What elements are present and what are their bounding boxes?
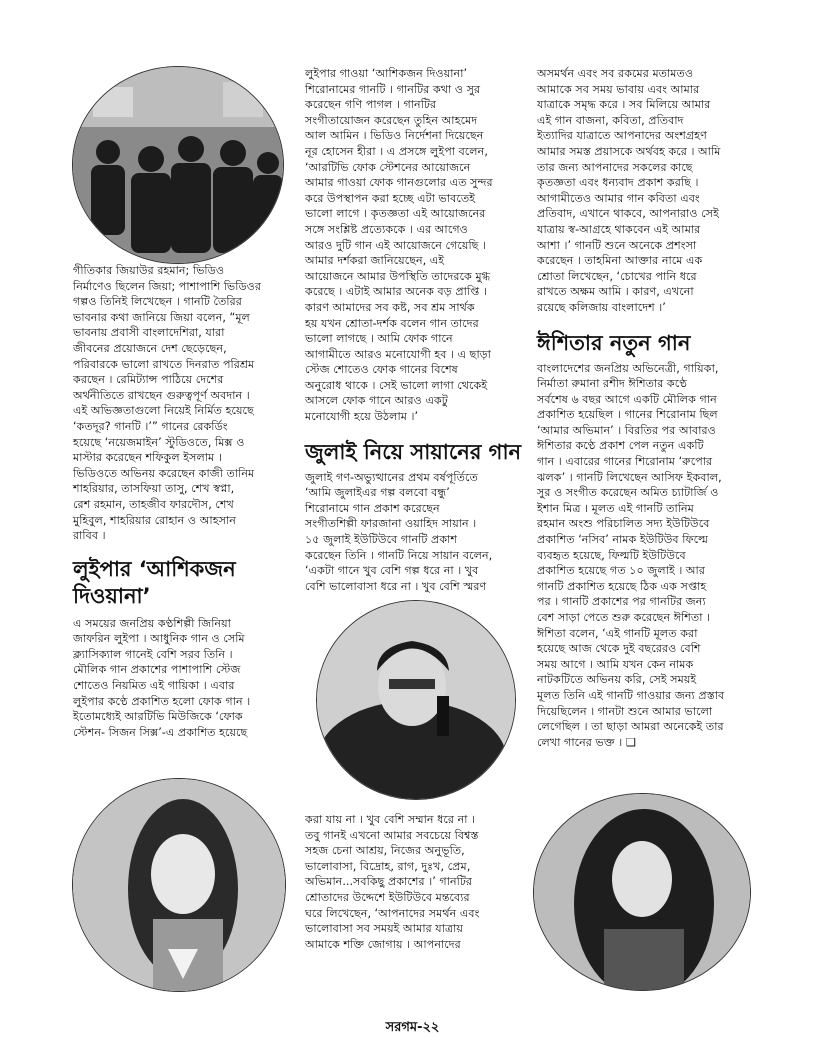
- column-2-bottom: [305, 812, 527, 952]
- section-heading: ঈশিতার নতুন গান: [537, 330, 691, 355]
- end-mark: ❑: [625, 735, 636, 749]
- ishita-photo: [533, 793, 751, 991]
- article-paragraph: করা যায় না । খুব বেশি সম্মান ধরে না । তবু গানই এখনো আমার সবচেয়ে বিশ্বস্ত সহজ চেনা আশ্রয়, নিজের অনুভূতি, ভালোবাসা, বিদ্রোহ, রাগ, দুঃখ, প্রেম, অভিমান...সবকিছু প্রকাশের ।’ গানটির শ্রোতাদের উদ্দেশে ইউটিউবে মন্তব্যের ঘরে লিখেছেন, ‘আপনাদের সমর্থন এবং ভালোবাসা সব সময়ই আমার যাত্রায় আমাকে শক্তি জোগায় । আপনাদের: [305, 813, 480, 951]
- section-heading: লুইপার ‘আশিকজন দিওয়ানা’: [73, 556, 236, 608]
- column-2: [305, 66, 527, 594]
- column-1: [73, 263, 297, 740]
- article-paragraph: জুলাই গণ-অভ্যুত্থানের প্রথম বর্ষপূর্তিতে ‘আমি জুলাইএর গল্প বলবো বন্ধু’ শিরোনামে গান প্রকাশ করেছেন সংগীতশিল্পী ফারজানা ওয়াহিদ সায়ান । ১৫ জুলাই ইউটিউবে গানটি প্রকাশ করেছেন তিনি । গানটি নিয়ে সায়ান বলেন, ‘একটা গানে খুব বেশি গল্প ধরে না । খুব বেশি ভালোবাসা ধরে না । খুব বেশি স্মরণ: [305, 470, 493, 593]
- article-paragraph: [537, 361, 759, 751]
- article-paragraph: গীতিকার জিয়াউর রহমান; ভিডিও নির্মাণেও ছিলেন জিয়া; পাশাপাশি ভিডিওর গল্পও তিনিই লিখেছেন । গানটি তৈরির ভাবনার কথা জানিয়ে জিয়া বলেন, “মূল ভাবনায় প্রবাসী বাংলাদেশিরা, যারা জীবনের প্রয়োজনে দেশ ছেড়েছেন, পরিবারকে ভালো রাখতে দিনরাত পরিশ্রম করছেন । রেমিট্যান্স পাঠিয়ে দেশের অর্থনীতিতে রাখছেন গুরুত্বপূর্ণ অবদান । এই অভিজ্ঞতাগুলো নিয়েই নির্মিত হয়েছে ‘কতদূর? গানটি ।’” গানের রেকর্ডিং হয়েছে ‘নয়েজমাইন’ স্টুডিওতে, মিক্স ও মাস্টার করেছেন শফিকুল ইসলাম । ভিডিওতে অভিনয় করেছেন কাজী তানিম শাহরিয়ার, তাসফিয়া তাসু, শেখ স্বপ্না, রেশ রহমান, তাহজীব ফারদৌস, শেখ মুহিবুল, শাহরিয়ার রোহান ও আহসান রাবিব ।: [73, 264, 262, 543]
- luipa-photo: [72, 778, 286, 992]
- sayan-photo: [316, 600, 516, 800]
- paragraph-text: বাংলাদেশের জনপ্রিয় অভিনেত্রী, গায়িকা, নির্মাতা রুমানা রশীদ ঈশিতার কণ্ঠে সর্বশেষ ৬ বছর আগে একটি মৌলিক গান প্রকাশিত হয়েছিল । গানের শিরোনাম ছিল ‘আমার অভিমান’ । বিরতির পর আবারও ঈশিতার কণ্ঠে প্রকাশ পেল নতুন একটি গান । এবারের গানের শিরোনাম ‘রুপোর ঝলক’ । গানটি লিখেছেন আসিফ ইকবাল, সুর ও সংগীত করেছেন অমিত চ্যাটার্জি ও ইশান মিত্র । মূলত এই গানটি তানিম রহমান অংশু পরিচালিত সদ্য ইউটিউবে প্রকাশিত ‘নসিব’ নামক ইউটিউব ফিল্মে ব্যবহৃত হয়েছে, ফিল্মটি ইউটিউবে প্রকাশিত হয়েছে গত ১০ জুলাই । আর গানটি প্রকাশিত হয়েছে ঠিক এক সপ্তাহ পর । গানটি প্রকাশের পর গানটির জন্য বেশ সাড়া পেতে শুরু করেছেন ঈশিতা । ঈশিতা বলেন, ‘এই গানটি মূলত করা হয়েছে আজ থেকে দুই বছরেরও বেশি সময় আগে । আমি যখন কেন নামক নাটকটিতে অভিনয় করি, সেই সময়ই মূলত তিনি এই গানটি গাওয়ার জন্য প্রস্তাব দিয়েছিলেন । গানটা শুনে আমার ভালো লেগেছিল । তা ছাড়া আমরা অনেকেই তার লেখা গানের ভক্ত ।: [537, 361, 725, 749]
- section-heading: জুলাই নিয়ে সায়ানের গান: [305, 439, 522, 464]
- article-paragraph: অসমর্থন এবং সব রকমের মতামতও আমাকে সব সময় ভাবায় এবং আমার যাত্রাকে সমৃদ্ধ করে । সব মিলিয়ে আমার এই গান বাজনা, কবিতা, প্রতিবাদ ইত্যাদির যাত্রাতে আপনাদের অংশগ্রহণ আমার সমস্ত প্রয়াসকে অর্থবহ করে । আমি তার জন্য আপনাদের সকলের কাছে কৃতজ্ঞতা এবং ধন্যবাদ প্রকাশ করছি । আগামীতেও আমার গান কবিতা এবং প্রতিবাদ, এখানে থাকবে, আপনারাও সেই যাত্রায় স্ব-আগ্রহে থাকবেন এই আমার আশা ।’ গানটি শুনে অনেকে প্রশংসা করেছেন । তাহমিনা আক্তার নামে এক শ্রোতা লিখেছেন, ‘চোখের পানি ধরে রাখতে অক্ষম আমি । কারণ, এখনো রয়েছে কলিজায় বাংলাদেশ ।’: [537, 67, 721, 314]
- page-number: সরগম-২২: [385, 1020, 440, 1035]
- column-3: [537, 66, 759, 750]
- article-paragraph: এ সময়ের জনপ্রিয় কণ্ঠশিল্পী জিনিয়া জাফরিন লুইপা । আধুনিক গান ও সেমি ক্ল্যাসিক্যাল গানেই বেশি সরব তিনি । মৌলিক গান প্রকাশের পাশাপাশি স্টেজ শোতেও নিয়মিত এই গায়িকা । এবার লুইপার কণ্ঠে প্রকাশিত হলো ফোক গান । ইতোমধ্যেই আরটিভি মিউজিকে ‘ফোক স্টেশন- সিজন সিক্স’-এ প্রকাশিত হয়েছে: [73, 616, 251, 739]
- article-paragraph: লুইপার গাওয়া ‘আশিকজন দিওয়ানা’ শিরোনামের গানটি । গানটির কথা ও সুর করেছেন গণি পাগল । গানটির সংগীতায়োজন করেছেন তুহিন আহমেদ আল আমিন । ভিডিও নির্দেশনা দিয়েছেন নূর হোসেন হীরা । এ প্রসঙ্গে লুইপা বলেন, ‘আরটিভি ফোক স্টেশনের আয়োজনে আমার গাওয়া ফোক গানগুলোর এত সুন্দর করে উপস্থাপন করা হচ্ছে এটা ভাবতেই ভালো লাগে । কৃতজ্ঞতা এই আয়োজনের সঙ্গে সংশ্লিষ্ট প্রত্যেককে । এর আগেও আরও দুটি গান এই আয়োজনে গেয়েছি । আমার দর্শকরা জানিয়েছেন, এই আয়োজনে আমার উপস্থিতি তাদেরকে মুগ্ধ করেছে । এটাই আমার অনেক বড় প্রাপ্তি । কারণ আমাদের সব কষ্ট, সব শ্রম সার্থক হয় যখন শ্রোতা-দর্শক বলেন গান তাদের ভালো লাগছে । আমি ফোক গানে আগামীতে আরও মনোযোগী হব । এ ছাড়া স্টেজ শোতেও ফোক গানের বিশেষ অনুরোধ থাকে । সেই ভালো লাগা থেকেই আসলে ফোক গানে আরও একটু মনোযোগী হয়ে উঠলাম ।’: [305, 67, 493, 424]
- band-photo: [72, 66, 284, 264]
